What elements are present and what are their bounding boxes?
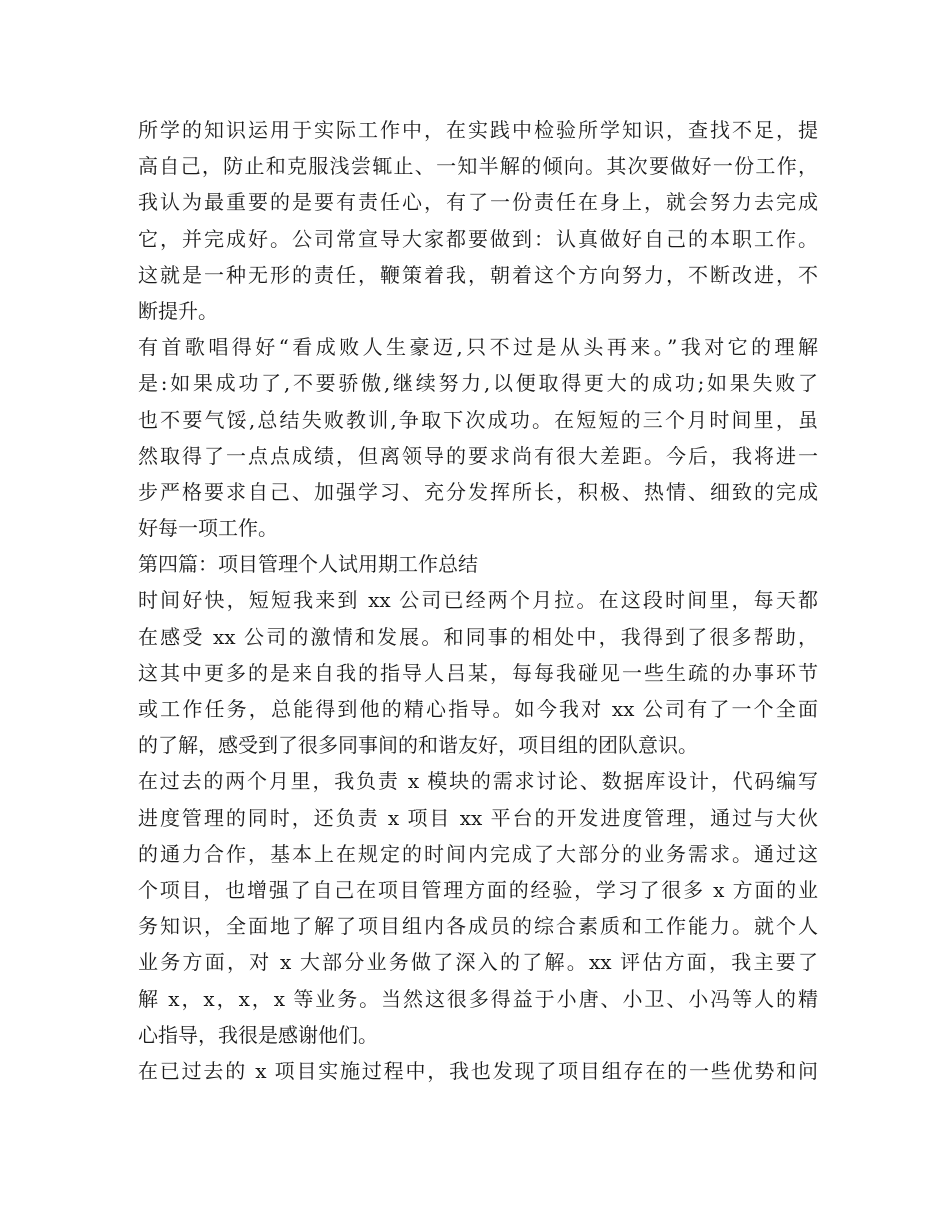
text-line: 进度管理的同时，还负责 x 项目 xx 平台的开发进度管理，通过与大伙 xyxy=(138,805,818,830)
text-line: 是:如果成功了,不要骄傲,继续努力,以便取得更大的成功;如果失败了 xyxy=(138,371,818,396)
text-line: 在已过去的 x 项目实施过程中，我也发现了项目组存在的一些优势和问 xyxy=(138,1058,818,1083)
text-line: 这其中更多的是来自我的指导人吕某，每每我碰见一些生疏的办事环节 xyxy=(138,660,818,685)
text-line: 然取得了一点点成绩，但离领导的要求尚有很大差距。今后，我将进一 xyxy=(138,443,818,468)
text-line: 在过去的两个月里，我负责 x 模块的需求讨论、数据库设计，代码编写 xyxy=(138,769,818,794)
text-line: 好每一项工作。 xyxy=(138,516,278,541)
text-line: 也不要气馁,总结失败教训,争取下次成功。在短短的三个月时间里，虽 xyxy=(138,407,818,432)
text-line: 的通力合作，基本上在规定的时间内完成了大部分的业务需求。通过这 xyxy=(138,841,818,866)
text-line: 我认为最重要的是要有责任心，有了一份责任在身上，就会努力去完成 xyxy=(138,190,818,215)
text-line: 务知识，全面地了解了项目组内各成员的综合素质和工作能力。就个人 xyxy=(138,914,818,939)
text-line: 业务方面，对 x 大部分业务做了深入的了解。xx 评估方面，我主要了 xyxy=(138,950,818,975)
text-line: 它，并完成好。公司常宣导大家都要做到：认真做好自己的本职工作。 xyxy=(138,226,818,251)
text-line: 或工作任务，总能得到他的精心指导。如今我对 xx 公司有了一个全面 xyxy=(138,697,818,721)
text-line: 步严格要求自己、加强学习、充分发挥所长，积极、热情、细致的完成 xyxy=(138,479,818,504)
text-line: 个项目，也增强了自己在项目管理方面的经验，学习了很多 x 方面的业 xyxy=(138,877,818,902)
text-line: 高自己，防止和克服浅尝辄止、一知半解的倾向。其次要做好一份工作， xyxy=(138,154,818,179)
section-heading: 第四篇：项目管理个人试用期工作总结 xyxy=(138,552,478,577)
text-line: 解 x，x，x，x 等业务。当然这很多得益于小唐、小卫、小冯等人的精 xyxy=(138,986,818,1011)
text-line: 心指导，我很是感谢他们。 xyxy=(138,1022,378,1047)
text-line: 所学的知识运用于实际工作中，在实践中检验所学知识，查找不足，提 xyxy=(138,118,818,142)
document-body xyxy=(138,112,818,1089)
text-line: 在感受 xx 公司的激情和发展。和同事的相处中，我得到了很多帮助， xyxy=(138,624,818,649)
text-line: 有首歌唱得好“看成败人生豪迈,只不过是从头再来。”我对它的理解 xyxy=(138,335,818,360)
text-line: 断提升。 xyxy=(138,298,218,323)
text-line: 的了解，感受到了很多同事间的和谐友好，项目组的团队意识。 xyxy=(138,733,698,758)
text-line: 时间好快，短短我来到 xx 公司已经两个月拉。在这段时间里，每天都 xyxy=(138,588,818,613)
text-line: 这就是一种无形的责任，鞭策着我，朝着这个方向努力，不断改进，不 xyxy=(138,262,818,287)
